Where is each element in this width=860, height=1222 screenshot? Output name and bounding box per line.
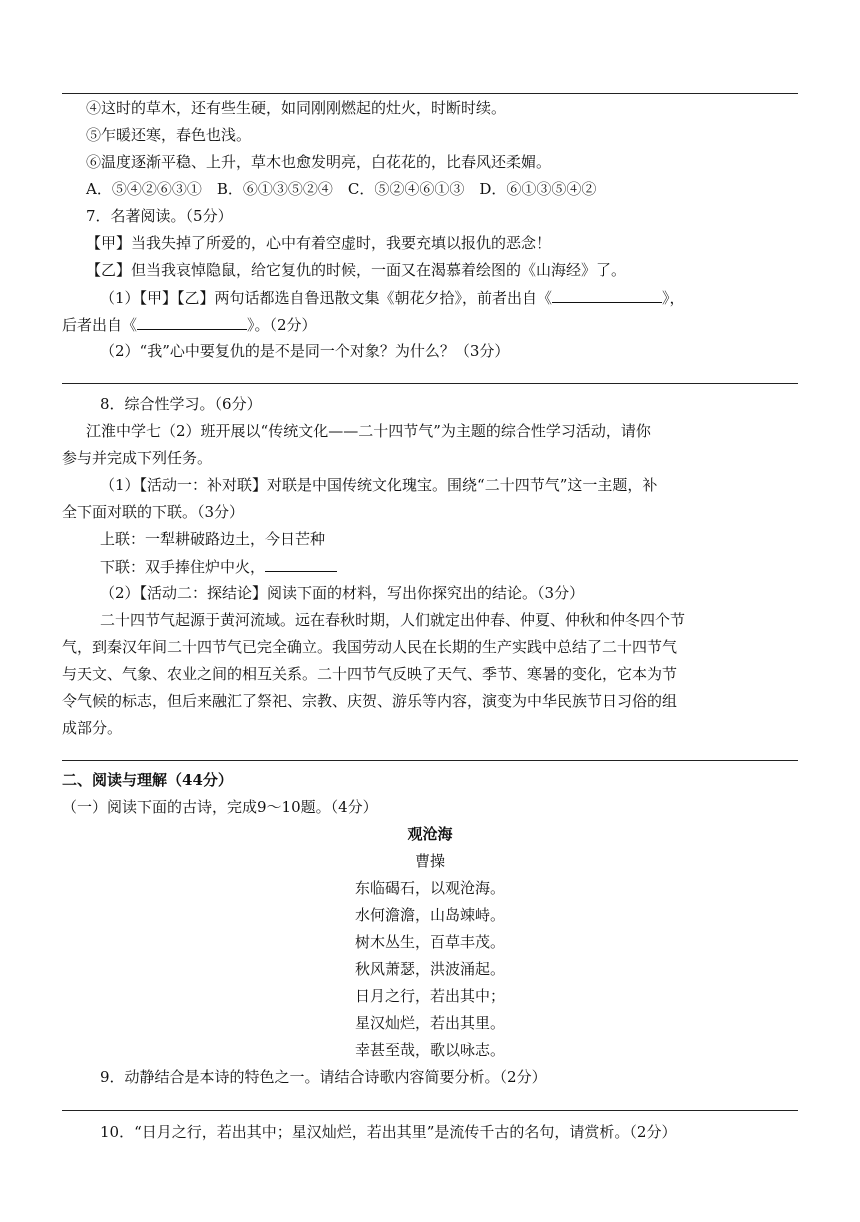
- sentence-4: ④这时的草木，还有些生硬，如同刚刚燃起的灶火，时断时续。: [86, 99, 507, 117]
- answer-line: [62, 1110, 798, 1111]
- poem-line: 东临碣石，以观沧海。: [354, 879, 505, 897]
- q8-intro-2: 参与并完成下列任务。: [62, 449, 213, 467]
- poem-line: 星汉灿烂，若出其里。: [354, 1014, 505, 1032]
- q7-quote-yi: 【乙】但当我哀悼隐鼠，给它复仇的时候，一面又在渴慕着绘图的《山海经》了。: [86, 261, 627, 279]
- poem-line: 秋风萧瑟，洪波涌起。: [354, 960, 505, 978]
- answer-line: [62, 93, 798, 94]
- answer-line: [62, 760, 798, 761]
- sentence-6: ⑥温度逐渐平稳、上升，草木也愈发明亮，白花花的，比春风还柔媚。: [86, 153, 552, 171]
- q7-part2: （2）“我”心中要复仇的是不是同一个对象？为什么？（3分）: [100, 342, 510, 360]
- q7-part1-line1: [100, 287, 685, 308]
- q10: 10．“日月之行，若出其中；星汉灿烂，若出其里”是流传千古的名句，请赏析。（2分）: [100, 1123, 677, 1141]
- q7-part1-text-d: 》。（2分）: [247, 316, 317, 334]
- poem-line: 水何澹澹，山岛竦峙。: [354, 906, 505, 924]
- material-line-2: 气，到秦汉年间二十四节气已完全确立。我国劳动人民在长期的生产实践中总结了二十四节气: [62, 638, 678, 656]
- poem-title: 观沧海: [407, 825, 453, 843]
- section-heading: 二、阅读与理解（44分）: [62, 771, 233, 789]
- q7-part1-line2: [62, 314, 317, 335]
- poem-line: 日月之行，若出其中；: [354, 987, 505, 1005]
- couplet-blank[interactable]: [265, 556, 337, 572]
- q7-part1-text-b: 》，: [662, 289, 685, 307]
- q7-blank-2[interactable]: [137, 314, 247, 330]
- q8-activity2: （2）【活动二：探结论】阅读下面的材料，写出你探究出的结论。（3分）: [100, 584, 585, 602]
- q7-blank-1[interactable]: [552, 287, 662, 303]
- q7-quote-jia: 【甲】当我失掉了所爱的，心中有着空虚时，我要充填以报仇的恶念！: [86, 234, 552, 252]
- poem-line: 树木丛生，百草丰茂。: [354, 933, 505, 951]
- couplet-lower: 下联：双手捧住炉中火，: [100, 558, 266, 576]
- q8-title: 8．综合性学习。（6分）: [100, 395, 262, 413]
- q7-part1-text-c: 后者出自《: [62, 316, 138, 334]
- material-line-1: 二十四节气起源于黄河流域。远在春秋时期，人们就定出仲春、仲夏、仲秋和仲冬四个节: [100, 611, 686, 629]
- material-line-4: 令气候的标志，但后来融汇了祭祀、宗教、庆贺、游乐等内容，演变为中华民族节日习俗的组: [62, 692, 678, 710]
- part1-heading: （一）阅读下面的古诗，完成9～10题。（4分）: [62, 798, 378, 816]
- q7-part1-text-a: （1）【甲】【乙】两句话都选自鲁迅散文集《朝花夕拾》，前者出自《: [100, 289, 553, 307]
- sentence-5: ⑤乍暖还寒，春色也浅。: [86, 126, 252, 144]
- q8-activity1-1: （1）【活动一：补对联】对联是中国传统文化瑰宝。围绕“二十四节气”这一主题，补: [100, 476, 658, 494]
- q8-activity1-2: 全下面对联的下联。（3分）: [62, 503, 245, 521]
- answer-options: A．⑤④②⑥③① B．⑥①③⑤②④ C．⑤②④⑥①③ D．⑥①③⑤④②: [86, 180, 597, 198]
- couplet-lower-line: [100, 556, 337, 577]
- q7-title: 7．名著阅读。（5分）: [86, 207, 233, 225]
- q9: 9．动静结合是本诗的特色之一。请结合诗歌内容简要分析。（2分）: [100, 1068, 547, 1086]
- poem-line: 幸甚至哉，歌以咏志。: [354, 1041, 505, 1059]
- material-line-5: 成部分。: [62, 719, 123, 737]
- couplet-upper: 上联：一犁耕破路边土，今日芒种: [100, 530, 326, 548]
- q8-intro-1: 江淮中学七（2）班开展以“传统文化——二十四节气”为主题的综合性学习活动，请你: [86, 422, 651, 440]
- material-line-3: 与天文、气象、农业之间的相互关系。二十四节气反映了天气、季节、寒暑的变化，它本为节: [62, 665, 678, 683]
- poem-author: 曹操: [414, 852, 445, 870]
- answer-line: [62, 383, 798, 384]
